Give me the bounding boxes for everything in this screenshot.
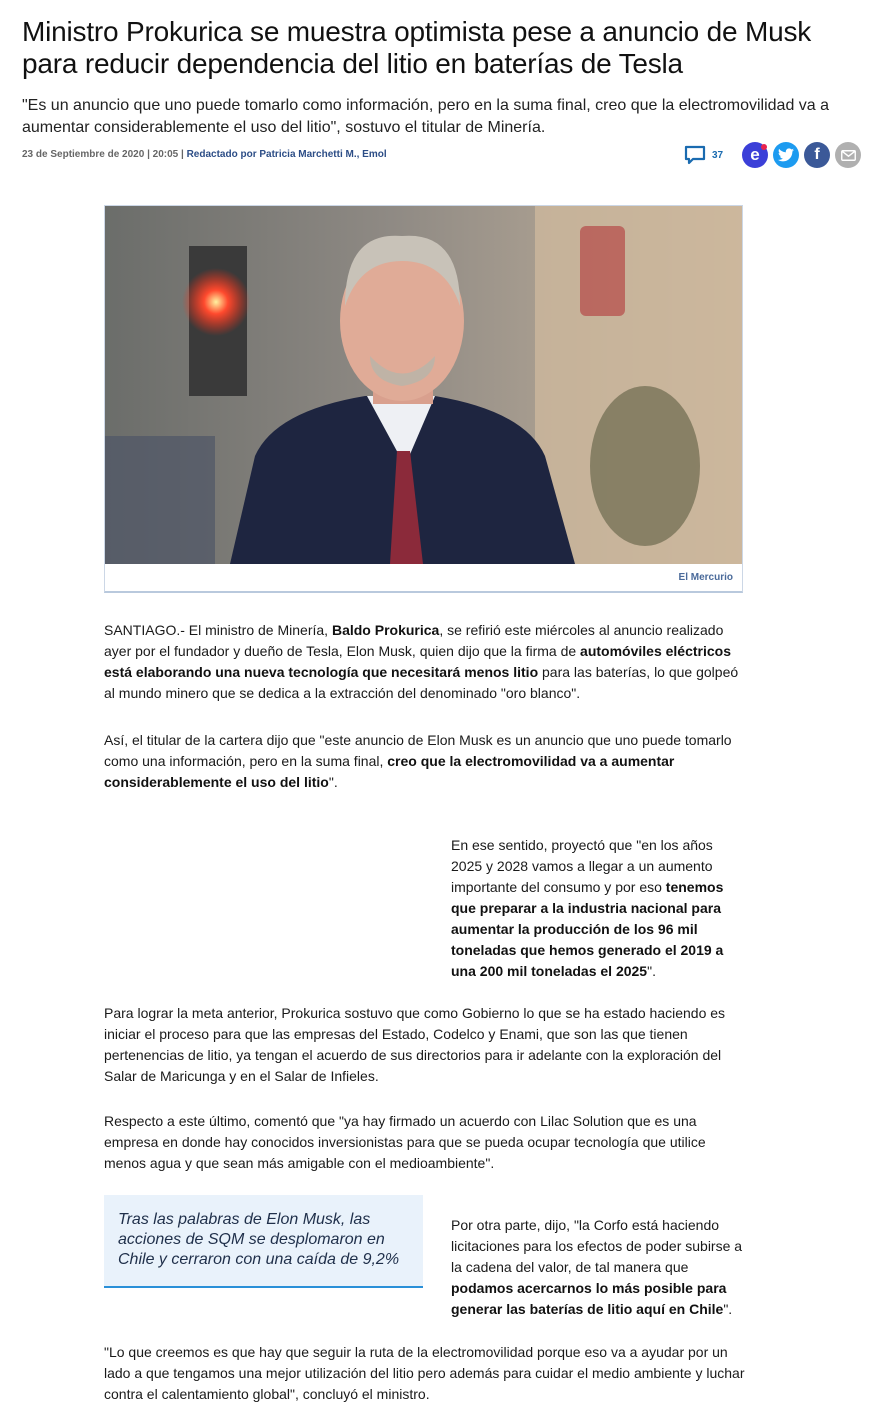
paragraph-5: Respecto a este último, comentó que "ya hay firmado un acuerdo con Lilac Solution que es una empresa en donde hay conocidos inversionistas para que se pueda ocupar tecnología que utilice menos agua y que sean más amigable con el medioambiente". [104, 1113, 706, 1171]
comment-count[interactable]: 37 [712, 149, 724, 161]
paragraph-6 [451, 1215, 746, 1320]
envelope-icon [841, 150, 856, 161]
emol-icon[interactable] [742, 142, 768, 168]
p6-text-c: ". [723, 1301, 733, 1317]
facebook-icon[interactable] [804, 142, 830, 168]
article-date: 23 de Septiembre de 2020 | 20:05 | [22, 149, 187, 160]
paragraph-2 [104, 730, 746, 793]
article-headline: Ministro Prokurica se muestra optimista pese a anuncio de Musk para reducir dependencia del litio en baterías de Tesla [22, 16, 812, 79]
twitter-bird-icon [778, 148, 794, 162]
mail-icon[interactable] [835, 142, 861, 168]
p2-text-a: Así, el titular de la cartera dijo que "este anuncio de Elon Musk es un anuncio que uno puede tomarlo como una información, pero en la suma final, [104, 732, 732, 769]
share-bar [684, 142, 866, 168]
p6-text-a: Por otra parte, dijo, "la Corfo está haciendo licitaciones para los efectos de poder subirse a la cadena del valor, de tal manera que [451, 1217, 743, 1275]
paragraph-7: "Lo que creemos es que hay que seguir la ruta de la electromovilidad porque eso va a ayudar por un lado a que tengamos una mejor utilización del litio pero además para cuidar el medio ambiente y luchar contra el calentamiento global", concluyó el ministro. [104, 1344, 745, 1402]
p1-text-a: SANTIAGO.- El ministro de Minería, [104, 622, 332, 638]
p2-bold-b: creo que la electromovilidad va a aumentar considerablemente el uso del litio [104, 753, 675, 790]
p2-text-c: ". [328, 774, 338, 790]
p1-bold-b: Baldo Prokurica [331, 622, 440, 638]
paragraph-3 [451, 835, 741, 982]
photo-credit: El Mercurio [678, 572, 733, 583]
article-photo [105, 206, 742, 564]
paragraph-4: Para lograr la meta anterior, Prokurica sostuvo que como Gobierno lo que se ha estado haciendo es iniciar el proceso para que las empresas del Estado, Codelco y Enami, que son las que tienen pertenencias de litio, ya tengan el acuerdo de sus directorios para ir adelante con la exploración del Salar de Maricunga y en el Salar de Infieles. [104, 1005, 726, 1084]
twitter-icon[interactable] [773, 142, 799, 168]
p1-text-c: , se refirió este miércoles al anuncio realizado ayer por el fundador y dueño de Tesla, Elon Musk, quien dijo que la firma de [104, 622, 724, 659]
article-figure [104, 205, 743, 593]
p6-bold-b: podamos acercarnos lo más posible para generar las baterías de litio aquí en Chile [451, 1280, 727, 1317]
pull-quote: Tras las palabras de Elon Musk, las acciones de SQM se desplomaron en Chile y cerraron con una caída de 9,2% [104, 1195, 423, 1288]
p3-text-a: En ese sentido, proyectó que "en los años 2025 y 2028 vamos a llegar a un aumento importante del consumo y por eso [451, 837, 713, 895]
comment-icon[interactable] [684, 145, 706, 165]
paragraph-1 [104, 620, 746, 704]
p3-bold-b: tenemos que preparar a la industria nacional para aumentar la producción de los 96 mil toneladas que hemos generado el 2019 a una 200 mil toneladas el 2025 [451, 879, 724, 979]
article-byline [22, 149, 387, 160]
article-subhead: "Es un anuncio que uno puede tomarlo como información, pero en la suma final, creo que la electromovilidad va a aumentar considerablemente el uso del litio", sostuvo el titular de Minería. [22, 97, 830, 136]
p3-text-c: ". [647, 963, 656, 979]
facebook-glyph: f [814, 146, 820, 163]
emol-glyph: e [750, 145, 760, 164]
p1-text-e: para las baterías, lo que golpeó al mundo minero que se dedica a la extracción del denominado "oro blanco". [104, 664, 739, 701]
author-link[interactable]: Redactado por Patricia Marchetti M., Emol [186, 149, 387, 160]
p1-bold-d: automóviles eléctricos está elaborando una nueva tecnología que necesitará menos litio [104, 643, 731, 680]
